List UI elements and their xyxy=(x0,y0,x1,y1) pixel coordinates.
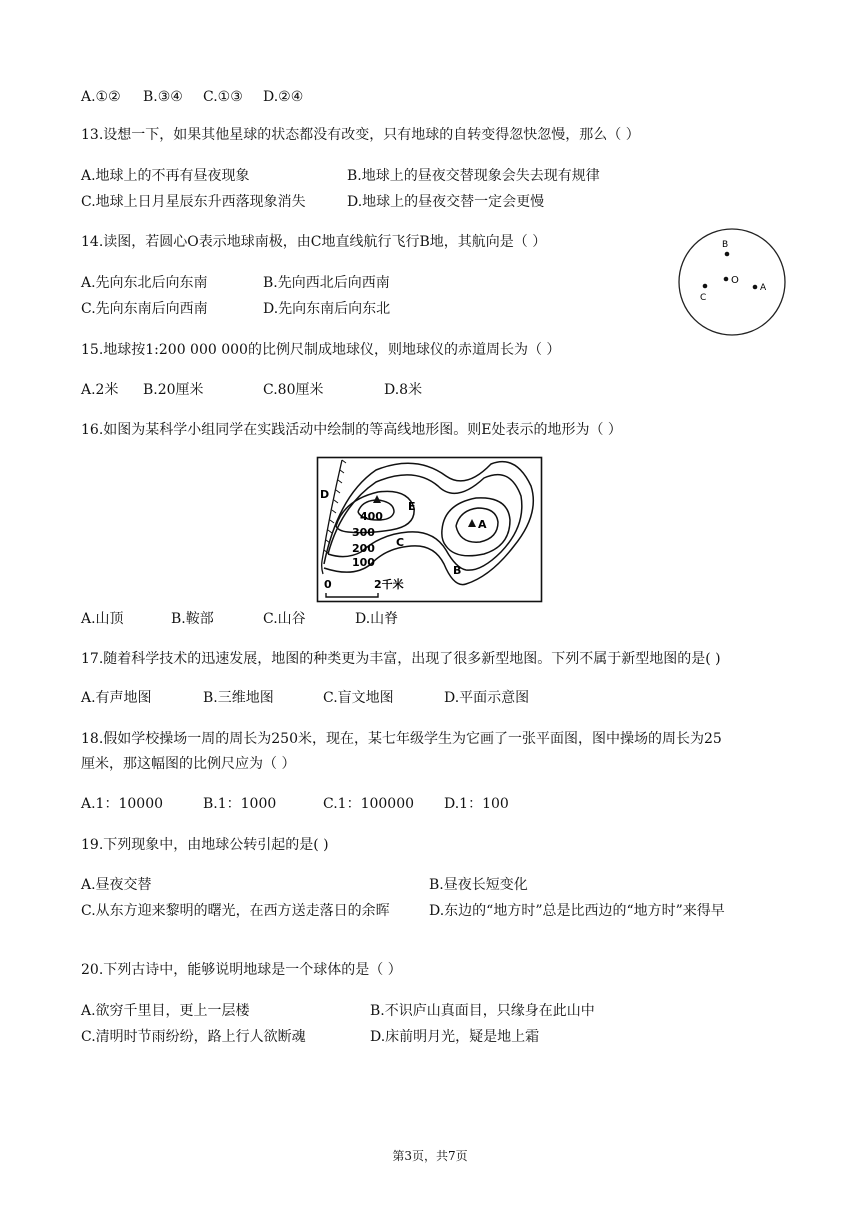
q14-option-d: D.先向东南后向东北 xyxy=(263,301,391,317)
q16-label-200: 200 xyxy=(352,542,375,555)
q19-option-a: A.昼夜交替 xyxy=(81,877,152,893)
q13-option-c: C.地球上日月星辰东升西落现象消失 xyxy=(81,194,306,210)
q15-option-b: B.20厘米 xyxy=(143,382,204,398)
q16-label-e: E xyxy=(408,500,416,513)
q14-option-b: B.先向西北后向西南 xyxy=(263,275,390,291)
q20-option-c: C.清明时节雨纷纷，路上行人欲断魂 xyxy=(81,1029,306,1045)
q14-label-c: C xyxy=(700,293,707,303)
q13-option-b: B.地球上的昼夜交替现象会失去现有规律 xyxy=(347,168,600,184)
q15-option-c: C.80厘米 xyxy=(263,382,324,398)
q16-label-a: A xyxy=(478,518,487,531)
q16-option-b: B.鞍部 xyxy=(171,611,214,627)
q18-stem-continued: 厘米，那这幅图的比例尺应为（ ） xyxy=(81,756,296,772)
q20-option-b: B.不识庐山真面目，只缘身在此山中 xyxy=(370,1003,595,1019)
q13-option-a: A.地球上的不再有昼夜现象 xyxy=(81,168,250,184)
q14-option-c: C.先向东南后向西南 xyxy=(81,301,208,317)
q16-label-d: D xyxy=(320,488,330,501)
q14-option-a: A.先向东北后向东南 xyxy=(81,275,208,291)
q20-option-d: D.床前明月光，疑是地上霜 xyxy=(370,1029,540,1045)
q16-label-400: 400 xyxy=(360,510,383,523)
q18-option-c: C.1：100000 xyxy=(323,796,415,812)
q17-option-c: C.盲文地图 xyxy=(323,690,394,706)
q12-option-c: C.①③ xyxy=(203,89,243,105)
q16-label-100: 100 xyxy=(352,556,375,569)
q16-label-c: C xyxy=(396,536,405,549)
q13-option-d: D.地球上的昼夜交替一定会更慢 xyxy=(347,194,545,210)
q14-polar-figure xyxy=(676,226,788,338)
q12-option-d: D.②④ xyxy=(263,89,304,105)
q14-label-a: A xyxy=(760,283,767,293)
q15-option-a: A.2米 xyxy=(81,382,119,398)
q16-label-300: 300 xyxy=(352,526,375,539)
q14-label-o: O xyxy=(731,275,739,286)
q14-label-b: B xyxy=(722,240,729,250)
q12-option-b: B.③④ xyxy=(143,89,183,105)
q15-option-d: D.8米 xyxy=(384,382,423,398)
q19-stem: 19.下列现象中，由地球公转引起的是( ) xyxy=(81,837,329,853)
q14-point-a xyxy=(753,285,758,290)
q17-option-b: B.三维地图 xyxy=(203,690,274,706)
q18-option-b: B.1：1000 xyxy=(203,796,277,812)
q12-option-a: A.①② xyxy=(81,89,121,105)
q16-contour-map xyxy=(316,456,544,604)
q14-stem: 14.读图，若圆心O表示地球南极，由C地直线航行飞行B地，其航向是（ ） xyxy=(81,234,547,250)
q20-option-a: A.欲穷千里目，更上一层楼 xyxy=(81,1003,250,1019)
q20-stem: 20.下列古诗中，能够说明地球是一个球体的是（ ） xyxy=(81,962,402,978)
q17-option-a: A.有声地图 xyxy=(81,690,152,706)
q16-scale-zero: 0 xyxy=(324,578,332,591)
q18-option-d: D.1：100 xyxy=(444,796,509,812)
q18-option-a: A.1：10000 xyxy=(81,796,164,812)
q19-option-d: D.东边的“地方时”总是比西边的“地方时”来得早 xyxy=(429,903,725,919)
q19-option-b: B.昼夜长短变化 xyxy=(429,877,528,893)
q14-point-o xyxy=(724,277,729,282)
q16-option-a: A.山顶 xyxy=(81,611,124,627)
q19-option-c: C.从东方迎来黎明的曙光，在西方送走落日的余晖 xyxy=(81,903,390,919)
q16-scale-two-km: 2千米 xyxy=(374,578,404,591)
q16-stem: 16.如图为某科学小组同学在实践活动中绘制的等高线地形图。则E处表示的地形为（ ） xyxy=(81,422,622,438)
q16-option-d: D.山脊 xyxy=(355,611,399,627)
q17-stem: 17.随着科学技术的迅速发展，地图的种类更为丰富，出现了很多新型地图。下列不属于新型地图的是( ) xyxy=(81,651,721,667)
q14-point-c xyxy=(703,284,708,289)
q16-option-c: C.山谷 xyxy=(263,611,306,627)
q14-point-b xyxy=(725,252,730,257)
q15-stem: 15.地球按1:200 000 000的比例尺制成地球仪，则地球仪的赤道周长为（ ） xyxy=(81,342,561,358)
q16-label-b: B xyxy=(453,564,462,577)
q18-stem: 18.假如学校操场一周的周长为250米，现在，某七年级学生为它画了一张平面图，图中操场的周长为25 xyxy=(81,731,722,747)
q13-stem: 13.设想一下，如果其他星球的状态都没有改变，只有地球的自转变得忽快忽慢，那么（ ） xyxy=(81,127,640,143)
q17-option-d: D.平面示意图 xyxy=(444,690,530,706)
page-footer: 第3页，共7页 xyxy=(392,1149,468,1163)
